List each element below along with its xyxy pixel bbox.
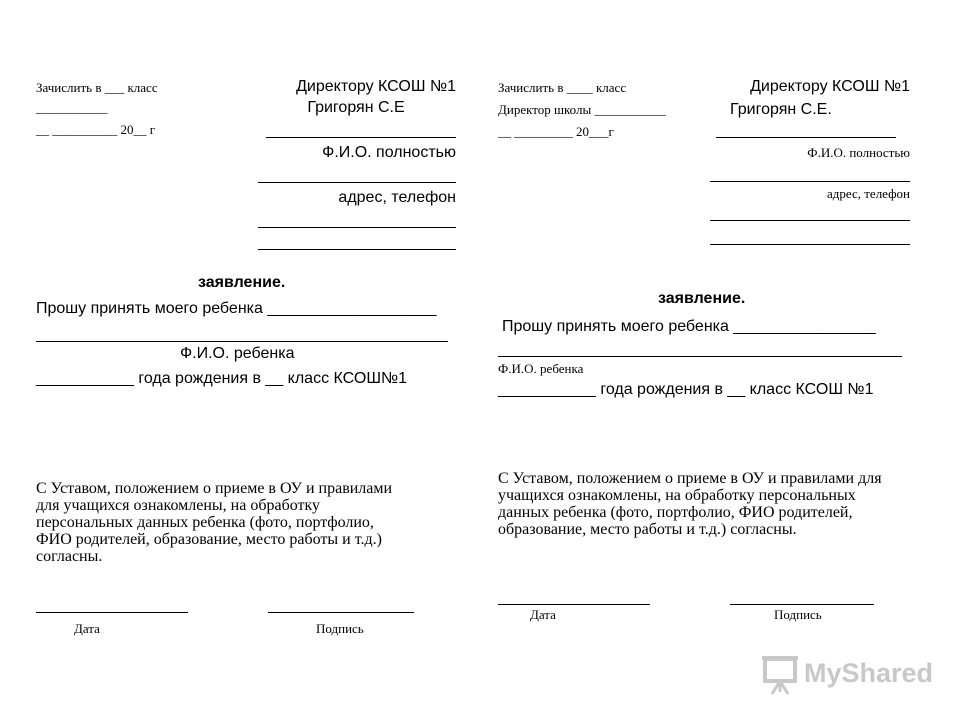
addressee-title: Директору КСОШ №1: [296, 78, 456, 95]
addressee-name: Григорян С.Е.: [730, 101, 832, 118]
statement-heading: заявление.: [198, 274, 286, 291]
signature-rule: [268, 612, 414, 613]
date-rule: [498, 604, 650, 605]
director-line: Директор школы ___________: [498, 102, 666, 117]
child-name-rule: [36, 341, 448, 342]
phone-rule-2: [258, 249, 456, 250]
request-line: Прошу принять моего ребенка ________________: [502, 318, 876, 335]
enroll-line-blank: ___________: [36, 100, 108, 115]
addressee-title: Директору КСОШ №1: [750, 78, 910, 95]
child-name-rule: [498, 356, 902, 357]
resolution-date-line: __ __________ 20__ г: [36, 122, 156, 137]
watermark: [762, 654, 932, 698]
request-line: Прошу принять моего ребенка ___________________: [36, 300, 437, 317]
birth-line: ___________ года рождения в __ класс КСОШ №1: [498, 381, 874, 398]
phone-rule-2: [710, 244, 910, 245]
signature-label: Подпись: [774, 607, 822, 622]
date-label: Дата: [530, 607, 556, 622]
watermark-text: MyShared: [804, 658, 934, 688]
fio-rule: [716, 137, 896, 138]
child-caption: Ф.И.О. ребенка: [498, 361, 584, 376]
fio-rule: [266, 137, 456, 138]
consent-paragraph: С Уставом, положением о приеме в ОУ и правилами для учащихся ознакомлены, на обработку персональных данных ребенка (фото, портфолио, ФИО родителей, образование, место работы и т.д.) согласны.: [498, 470, 882, 538]
address-rule: [258, 182, 456, 183]
address-caption: адрес, телефон: [827, 186, 910, 201]
date-rule: [36, 612, 188, 613]
address-caption: адрес, телефон: [338, 189, 456, 206]
fio-caption: Ф.И.О. полностью: [807, 145, 910, 160]
address-rule: [710, 181, 910, 182]
statement-heading: заявление.: [658, 290, 746, 307]
birth-line: ___________ года рождения в __ класс КСОШ№1: [36, 370, 408, 387]
projector-screen-icon: [762, 654, 802, 696]
enroll-line: Зачислить в ___ класс: [36, 80, 158, 95]
child-caption: Ф.И.О. ребенка: [180, 345, 295, 362]
addressee-name: Григорян С.Е: [307, 99, 405, 116]
phone-rule-1: [258, 227, 456, 228]
signature-rule: [730, 604, 874, 605]
fio-caption: Ф.И.О. полностью: [322, 144, 456, 161]
phone-rule-1: [710, 220, 910, 221]
consent-paragraph: С Уставом, положением о приеме в ОУ и правилами для учащихся ознакомлены, на обработку персональных данных ребенка (фото, портфолио, ФИО родителей, образование, место работы и т.д.) согласны.: [36, 480, 393, 565]
signature-label: Подпись: [316, 621, 364, 636]
resolution-date-line: __ _________ 20___г: [498, 124, 614, 139]
enroll-line: Зачислить в ____ класс: [498, 80, 627, 95]
date-label: Дата: [74, 621, 100, 636]
